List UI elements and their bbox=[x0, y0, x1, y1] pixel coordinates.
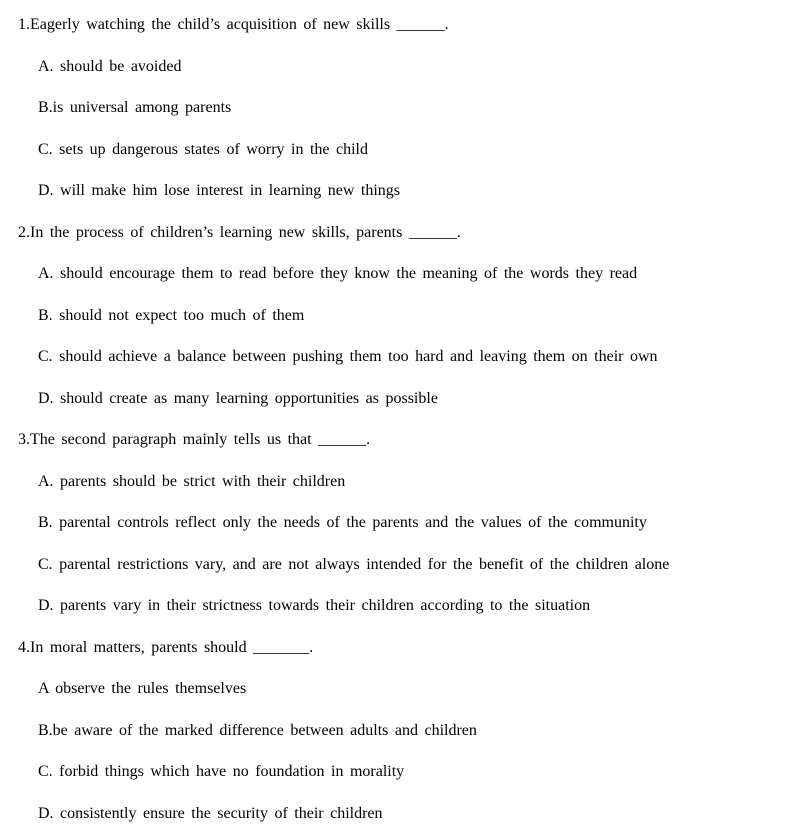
answer-option-a: A. should be avoided bbox=[38, 57, 182, 75]
question-block-1 bbox=[0, 15, 802, 201]
question-stem: 2.In the process of children’s learning new skills, parents ______. bbox=[18, 223, 461, 241]
answer-option-b: B.is universal among parents bbox=[38, 99, 232, 116]
answer-option-d: D. parents vary in their strictness towards their children according to the situation bbox=[38, 597, 591, 614]
answer-option-a: A. should encourage them to read before they know the meaning of the words they read bbox=[38, 265, 638, 282]
question-stem: 3.The second paragraph mainly tells us that ______. bbox=[18, 431, 371, 448]
answer-option-c: C. should achieve a balance between pushing them too hard and leaving them on their own bbox=[38, 348, 658, 365]
answer-option-c: C. sets up dangerous states of worry in the child bbox=[38, 140, 368, 158]
answer-option-b: B. should not expect too much of them bbox=[38, 306, 305, 324]
answer-option-c: C. forbid things which have no foundation in morality bbox=[38, 763, 405, 780]
answer-option-d: D. consistently ensure the security of their children bbox=[38, 804, 383, 822]
question-stem: 4.In moral matters, parents should _______. bbox=[18, 638, 314, 656]
question-block-3 bbox=[0, 430, 802, 616]
question-block-4 bbox=[0, 638, 802, 824]
answer-option-d: D. will make him lose interest in learning new things bbox=[38, 182, 400, 199]
answer-option-c: C. parental restrictions vary, and are not always intended for the benefit of the children alone bbox=[38, 555, 670, 573]
question-block-2 bbox=[0, 223, 802, 409]
answer-option-d: D. should create as many learning opportunities as possible bbox=[38, 389, 438, 407]
question-stem: 1.Eagerly watching the child’s acquisition of new skills ______. bbox=[18, 16, 449, 33]
answer-option-b: B. parental controls reflect only the needs of the parents and the values of the community bbox=[38, 514, 647, 531]
answer-option-a: A. parents should be strict with their children bbox=[38, 472, 346, 490]
answer-option-a: A observe the rules themselves bbox=[38, 680, 247, 697]
answer-option-b: B.be aware of the marked difference between adults and children bbox=[38, 721, 477, 739]
